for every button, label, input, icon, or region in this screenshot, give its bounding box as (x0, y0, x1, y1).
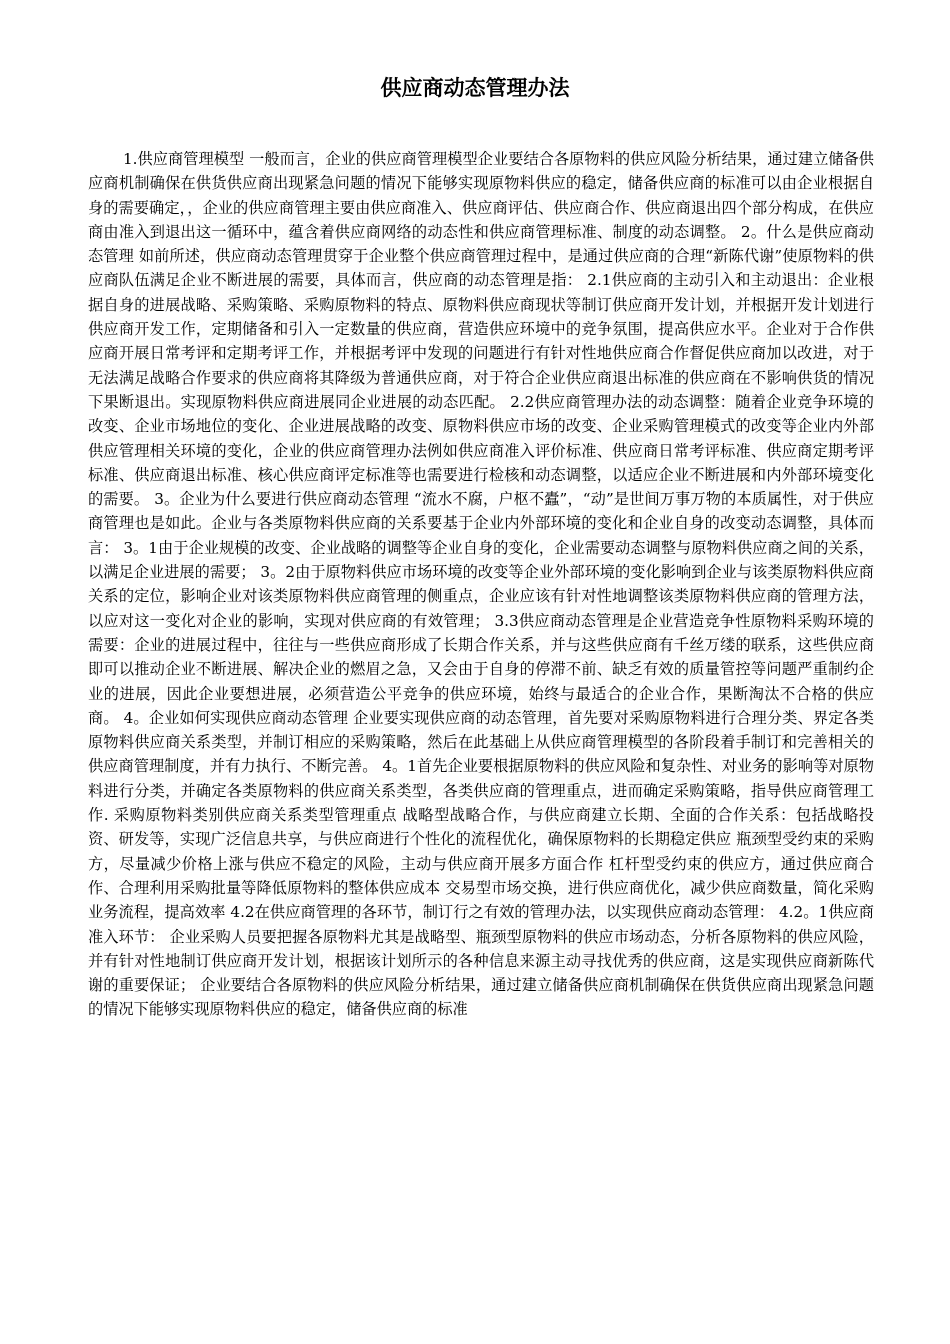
document-body-paragraph: 1.供应商管理模型 一般而言，企业的供应商管理模型企业要结合各原物料的供应风险分析结果，通过建立储备供应商机制确保在供货供应商出现紧急问题的情况下能够实现原物料供应的稳定，储备供应商的标准可以由企业根据自身的需要确定，，企业的供应商管理主要由供应商准入、供应商评估、供应商合作、供应商退出四个部分构成，在供应商由准入到退出这一循环中，蕴含着供应商网络的动态性和供应商管理标准、制度的动态调整。 2。什么是供应商动态管理 如前所述，供应商动态管理贯穿于企业整个供应商管理过程中，是通过供应商的合理“新陈代谢”使原物料的供应商队伍满足企业不断进展的需要，具体而言，供应商的动态管理是指： 2.1供应商的主动引入和主动退出：企业根据自身的进展战略、采购策略、采购原物料的特点、原物料供应商现状等制订供应商开发计划，并根据开发计划进行供应商开发工作，定期储备和引入一定数量的供应商，营造供应环境中的竞争氛围，提高供应水平。企业对于合作供应商开展日常考评和定期考评工作，并根据考评中发现的问题进行有针对性地供应商合作督促供应商加以改进，对于无法满足战略合作要求的供应商将其降级为普通供应商，对于符合企业供应商退出标准的供应商在不影响供货的情况下果断退出。实现原物料供应商进展同企业进展的动态匹配。 2.2供应商管理办法的动态调整：随着企业竞争环境的改变、企业市场地位的变化、企业进展战略的改变、原物料供应市场的改变、企业采购管理模式的改变等企业内外部供应管理相关环境的变化，企业的供应商管理办法例如供应商准入评价标准、供应商日常考评标准、供应商定期考评标准、供应商退出标准、核心供应商评定标准等也需要进行检核和动态调整，以适应企业不断进展和内外部环境变化的需要。 3。企业为什么要进行供应商动态管理 “流水不腐，户枢不蠹”，“动”是世间万事万物的本质属性，对于供应商管理也是如此。企业与各类原物料供应商的关系要基于企业内外部环境的变化和企业自身的改变动态调整，具体而言： 3。1由于企业规模的改变、企业战略的调整等企业自身的变化，企业需要动态调整与原物料供应商之间的关系，以满足企业进展的需要； 3。2由于原物料供应市场环境的改变等企业外部环境的变化影响到企业与该类原物料供应商关系的定位，影响企业对该类原物料供应商管理的侧重点，企业应该有针对性地调整该类原物料供应商的管理方法，以应对这一变化对企业的影响，实现对供应商的有效管理； 3.3供应商动态管理是企业营造竞争性原物料采购环境的需要：企业的进展过程中，往往与一些供应商形成了长期合作关系，并与这些供应商有千丝万缕的联系，这些供应商即可以推动企业不断进展、解决企业的燃眉之急，又会由于自身的停滞不前、缺乏有效的质量管控等问题严重制约企业的进展，因此企业要想进展，必须营造公平竞争的供应环境，始终与最适合的企业合作，果断淘汰不合格的供应商。 4。企业如何实现供应商动态管理 企业要实现供应商的动态管理，首先要对采购原物料进行合理分类、界定各类原物料供应商关系类型，并制订相应的采购策略，然后在此基础上从供应商管理模型的各阶段着手制订和完善相关的供应商管理制度，并有力执行、不断完善。 4。1首先企业要根据原物料的供应风险和复杂性、对业务的影响等对原物料进行分类，并确定各类原物料的供应商关系类型，各类供应商的管理重点，进而确定采购策略，指导供应商管理工作. 采购原物料类别供应商关系类型管理重点 战略型战略合作，与供应商建立长期、全面的合作关系：包括战略投资、研发等，实现广泛信息共享，与供应商进行个性化的流程优化，确保原物料的长期稳定供应 瓶颈型受约束的采购方，尽量减少价格上涨与供应不稳定的风险，主动与供应商开展多方面合作 杠杆型受约束的供应方，通过供应商合作、合理利用采购批量等降低原物料的整体供应成本 交易型市场交换，进行供应商优化，减少供应商数量，简化采购业务流程，提高效率 4.2在供应商管理的各环节，制订行之有效的管理办法，以实现供应商动态管理： 4.2。1供应商准入环节： 企业采购人员要把握各原物料尤其是战略型、瓶颈型原物料的供应市场动态，分析各原物料的供应风险，并有针对性地制订供应商开发计划，根据该计划所示的各种信息来源主动寻找优秀的供应商，这是实现供应商新陈代谢的重要保证； 企业要结合各原物料的供应风险分析结果，通过建立储备供应商机制确保在供货供应商出现紧急问题的情况下能够实现原物料供应的稳定，储备供应商的标准 (88, 150, 874, 1019)
document-title: 供应商动态管理办法 (380, 76, 570, 100)
